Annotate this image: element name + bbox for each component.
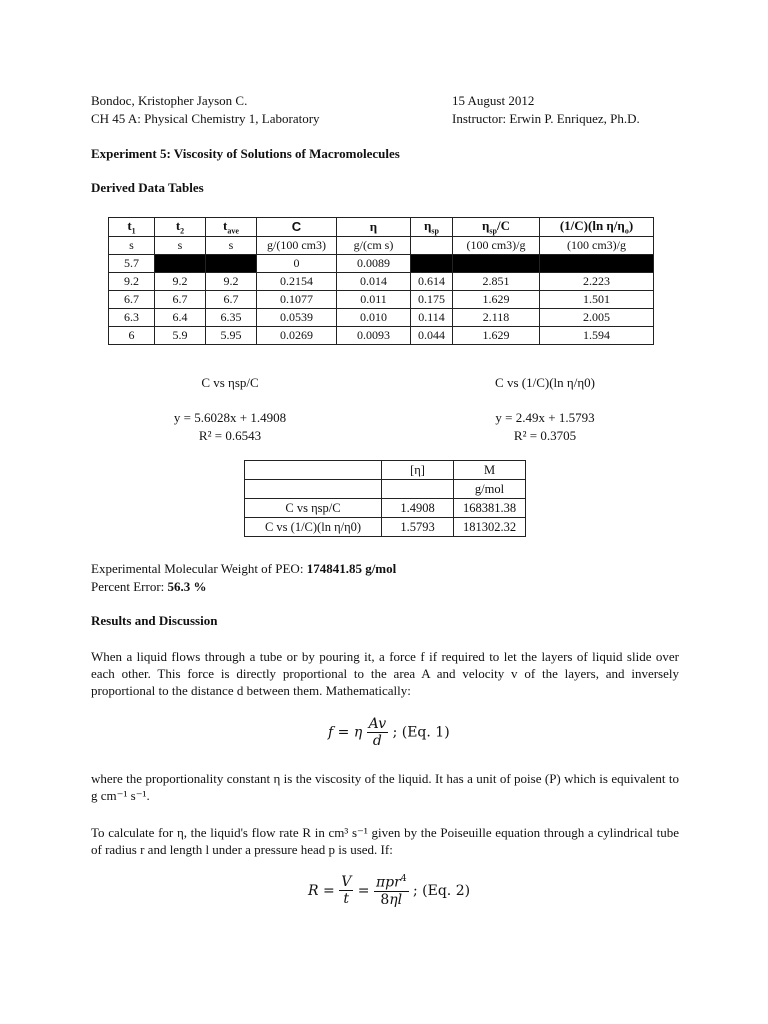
section-derived-data: Derived Data Tables	[91, 180, 204, 195]
unit-cell	[245, 480, 382, 499]
blank-cell	[540, 254, 654, 272]
error-label: Percent Error:	[91, 579, 168, 594]
table-row	[245, 499, 526, 518]
table-row	[245, 518, 526, 537]
table-cell: 0.614	[411, 272, 453, 290]
unit-cell: g/(cm s)	[337, 236, 411, 254]
table-cell: 0.2154	[257, 272, 337, 290]
table-cell: 9.2	[206, 272, 257, 290]
table-cell: 0.044	[411, 326, 453, 344]
equation-1: f = η $\frac{Av}{d}$ ; (Eq. 1)	[328, 716, 450, 749]
table-cell: 0.0269	[257, 326, 337, 344]
table-cell: 0.011	[337, 290, 411, 308]
mw-value: 174841.85 g/mol	[306, 561, 397, 576]
table-cell: 1.5793	[382, 518, 454, 537]
header-t1: $t_1$	[109, 218, 155, 237]
table-row	[109, 326, 654, 344]
unit-cell: s	[155, 236, 206, 254]
header-eta-sp: $\eta_{sp}$	[411, 218, 453, 237]
blank-cell	[453, 254, 540, 272]
table-cell: 181302.32	[454, 518, 526, 537]
table-cell: 5.95	[206, 326, 257, 344]
percent-error-result	[91, 579, 207, 595]
table-cell: 1.4908	[382, 499, 454, 518]
table-cell: C vs (1/C)(ln η/η0)	[245, 518, 382, 537]
unit-cell	[382, 480, 454, 499]
table-cell: 0.0089	[337, 254, 411, 272]
eq2-tag: ; (Eq. 2)	[413, 882, 471, 899]
paragraph-poiseuille: To calculate for η, the liquid's flow rate R in cm³ s⁻¹ given by the Poiseuille equation through a cylindrical tube of radius r and length l under a pressure head p is used. If:	[91, 825, 679, 857]
table-cell: 6.7	[155, 290, 206, 308]
header-molecular-weight: M	[454, 461, 526, 480]
header-c: C	[257, 218, 337, 237]
table-cell: 6.7	[109, 290, 155, 308]
table-cell: 6.3	[109, 308, 155, 326]
fit-left-equation: y = 5.6028x + 1.4908	[173, 410, 287, 425]
table-cell: 0.0093	[337, 326, 411, 344]
instructor: Instructor: Erwin P. Enriquez, Ph.D.	[452, 111, 640, 126]
equation-2: R = $\frac{V}{t}$ = $\frac{\pi pr^4}{8\eta l}$ ; (Eq. 2)	[308, 874, 471, 908]
table-cell: 0.175	[411, 290, 453, 308]
course-title: CH 45 A: Physical Chemistry 1, Laboratory	[91, 111, 320, 126]
table-row	[109, 290, 654, 308]
header-eta-sp-over-c: $\eta_{sp}/C$	[453, 218, 540, 237]
mw-label: Experimental Molecular Weight of PEO:	[91, 561, 307, 576]
molecular-weight-table	[244, 460, 526, 537]
unit-cell: s	[109, 236, 155, 254]
table-cell: 9.2	[109, 272, 155, 290]
table-cell: 5.7	[109, 254, 155, 272]
table-cell: 1.629	[453, 290, 540, 308]
table-cell: 2.118	[453, 308, 540, 326]
unit-cell: (100 cm3)/g	[540, 236, 654, 254]
table-cell: 2.851	[453, 272, 540, 290]
table-header-row	[245, 461, 526, 480]
table-cell: 6.35	[206, 308, 257, 326]
unit-cell: g/mol	[454, 480, 526, 499]
unit-cell: (100 cm3)/g	[453, 236, 540, 254]
table-cell: 6.4	[155, 308, 206, 326]
fit-left-label: C vs ηsp/C	[201, 375, 259, 390]
table-row	[109, 308, 654, 326]
unit-cell	[411, 236, 453, 254]
table-cell: 9.2	[155, 272, 206, 290]
table-cell: 0.114	[411, 308, 453, 326]
fit-right-equation: y = 2.49x + 1.5793	[495, 410, 595, 425]
fit-right-r2: R² = 0.3705	[513, 428, 577, 443]
report-date: 15 August 2012	[452, 93, 535, 108]
table-cell: 1.501	[540, 290, 654, 308]
fit-right-label: C vs (1/C)(ln η/η0)	[495, 375, 595, 390]
author-name: Bondoc, Kristopher Jayson C.	[91, 93, 248, 108]
header-eta: η	[337, 218, 411, 237]
table-row	[109, 272, 654, 290]
paragraph-viscosity: where the proportionality constant η is the viscosity of the liquid. It has a unit of poise (P) which is equivalent to g cm⁻¹ s⁻¹.	[91, 771, 679, 803]
table-cell: C vs ηsp/C	[245, 499, 382, 518]
blank-cell	[155, 254, 206, 272]
table-cell: 6	[109, 326, 155, 344]
blank-cell	[411, 254, 453, 272]
derived-data-table	[108, 217, 654, 345]
table-cell: 168381.38	[454, 499, 526, 518]
table-units-row	[245, 480, 526, 499]
molecular-weight-result	[91, 561, 396, 577]
table-header-row	[109, 218, 654, 237]
blank-cell	[206, 254, 257, 272]
unit-cell: g/(100 cm3)	[257, 236, 337, 254]
header-cell	[245, 461, 382, 480]
table-cell: 0.0539	[257, 308, 337, 326]
table-cell: 0.1077	[257, 290, 337, 308]
experiment-title: Experiment 5: Viscosity of Solutions of Macromolecules	[91, 146, 400, 161]
table-cell: 6.7	[206, 290, 257, 308]
table-row	[109, 254, 654, 272]
fit-left-r2: R² = 0.6543	[198, 428, 262, 443]
section-results-discussion: Results and Discussion	[91, 613, 218, 628]
table-cell: 0.014	[337, 272, 411, 290]
paragraph-force: When a liquid flows through a tube or by pouring it, a force f if required to let the layers of liquid slide over each other. This force is directly proportional to the area A and velocity v of the layers, and inversely proportional to the distance d between them. Mathematically:	[91, 649, 679, 698]
table-cell: 1.594	[540, 326, 654, 344]
table-cell: 0	[257, 254, 337, 272]
header-intrinsic-viscosity: [η]	[382, 461, 454, 480]
header-tave: $t_{ave}$	[206, 218, 257, 237]
header-t2: $t_2$	[155, 218, 206, 237]
error-value: 56.3 %	[167, 579, 207, 594]
unit-cell: s	[206, 236, 257, 254]
eq1-tag: ; (Eq. 1)	[392, 724, 450, 741]
table-cell: 1.629	[453, 326, 540, 344]
table-cell: 2.223	[540, 272, 654, 290]
table-cell: 2.005	[540, 308, 654, 326]
table-units-row	[109, 236, 654, 254]
header-inherent: (1/C)(ln $\eta/\eta_o$)	[540, 218, 654, 237]
table-cell: 5.9	[155, 326, 206, 344]
table-cell: 0.010	[337, 308, 411, 326]
